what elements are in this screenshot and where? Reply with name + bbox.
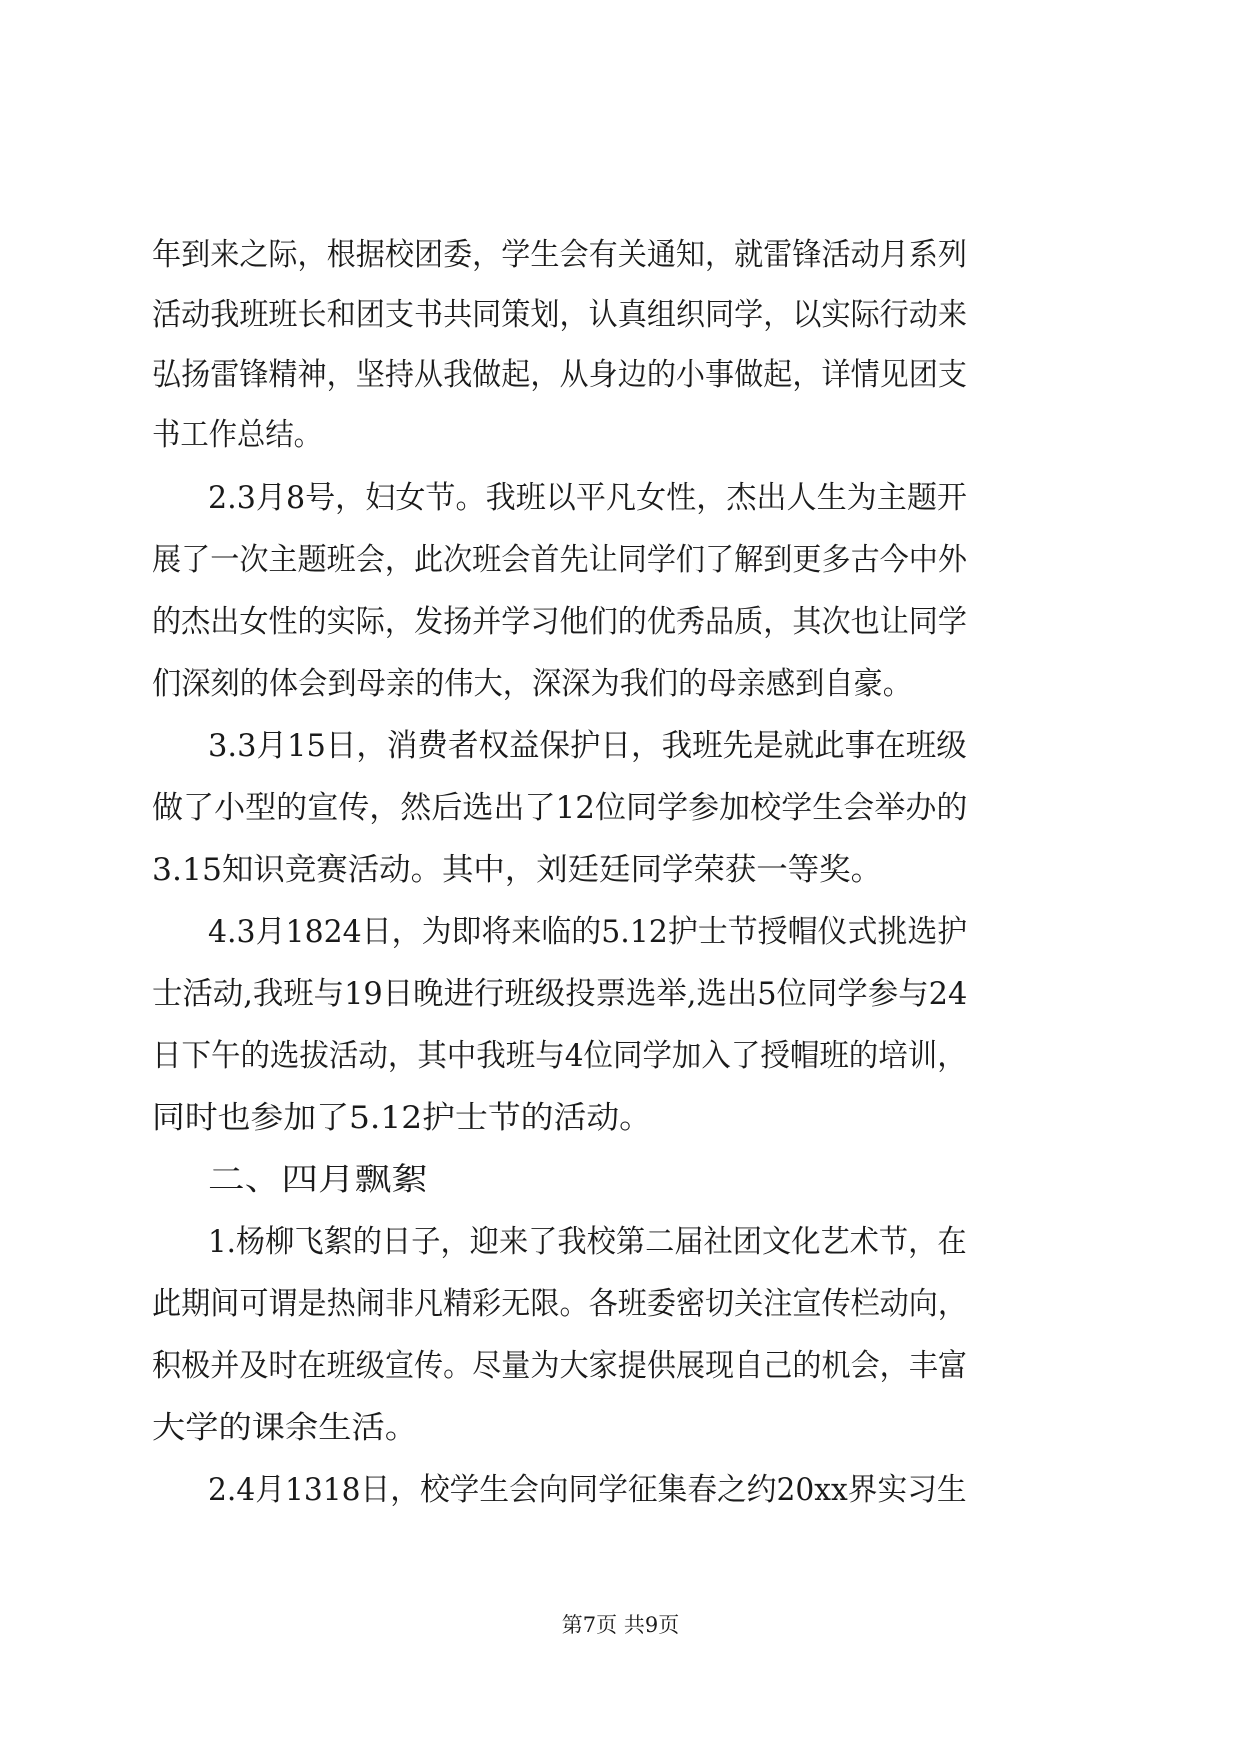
line-text: 做了小型的宣传，然后选出了12位同学参加校学生会举办的 xyxy=(152,790,968,826)
text-line xyxy=(0,285,1241,345)
text-line xyxy=(0,1460,1241,1520)
line-text: 3.15知识竞赛活动。其中，刘廷廷同学荣获一等奖。 xyxy=(152,852,883,888)
text-line xyxy=(0,1274,1241,1334)
line-text: 的杰出女性的实际，发扬并学习他们的优秀品质，其次也让同学 xyxy=(152,604,967,640)
line-text: 展了一次主题班会，此次班会首先让同学们了解到更多古今中外 xyxy=(152,542,967,578)
line-text: 积极并及时在班级宣传。尽量为大家提供展现自己的机会，丰富 xyxy=(152,1348,967,1384)
text-line xyxy=(0,1336,1241,1396)
text-line xyxy=(0,1212,1241,1272)
text-line xyxy=(0,840,1241,900)
text-line xyxy=(0,1088,1241,1148)
text-line xyxy=(0,716,1241,776)
text-line xyxy=(0,405,1241,465)
text-line xyxy=(0,1398,1241,1458)
line-text: 4.3月1824日，为即将来临的5.12护士节授帽仪式挑选护 xyxy=(208,914,968,950)
text-line xyxy=(0,592,1241,652)
line-text: 2.3月8号，妇女节。我班以平凡女性，杰出人生为主题开 xyxy=(208,480,968,516)
text-line xyxy=(0,902,1241,962)
text-line xyxy=(0,778,1241,838)
text-line xyxy=(0,225,1241,285)
text-line xyxy=(0,468,1241,528)
line-text: 士活动,我班与19日晚进行班级投票选举,选出5位同学参与24 xyxy=(152,976,968,1012)
line-text: 们深刻的体会到母亲的伟大，深深为我们的母亲感到自豪。 xyxy=(152,666,912,702)
line-text: 年到来之际，根据校团委，学生会有关通知，就雷锋活动月系列 xyxy=(152,237,967,273)
line-text: 1.杨柳飞絮的日子，迎来了我校第二届社团文化艺术节，在 xyxy=(208,1224,967,1260)
line-text: 弘扬雷锋精神，坚持从我做起，从身边的小事做起，详情见团支 xyxy=(152,357,967,393)
line-text: 3.3月15日，消费者权益保护日，我班先是就此事在班级 xyxy=(208,728,967,764)
line-text: 2.4月1318日，校学生会向同学征集春之约20xx界实习生 xyxy=(208,1472,967,1508)
line-text: 此期间可谓是热闹非凡精彩无限。各班委密切关注宣传栏动向， xyxy=(152,1286,967,1322)
text-line xyxy=(0,654,1241,714)
line-text: 活动我班班长和团支书共同策划，认真组织同学，以实际行动来 xyxy=(152,297,967,333)
text-line xyxy=(0,530,1241,590)
text-line xyxy=(0,345,1241,405)
line-text: 日下午的选拔活动，其中我班与4位同学加入了授帽班的培训， xyxy=(152,1038,967,1074)
text-line xyxy=(0,1026,1241,1086)
page-footer: 第7页 共9页 xyxy=(561,1613,680,1637)
section-heading xyxy=(0,1150,1241,1210)
line-text: 同时也参加了5.12护士节的活动。 xyxy=(152,1100,653,1136)
line-text: 书工作总结。 xyxy=(152,417,322,453)
text-line xyxy=(0,964,1241,1024)
line-text: 大学的课余生活。 xyxy=(152,1410,418,1446)
heading-text: 二、四月飘絮 xyxy=(208,1162,428,1198)
